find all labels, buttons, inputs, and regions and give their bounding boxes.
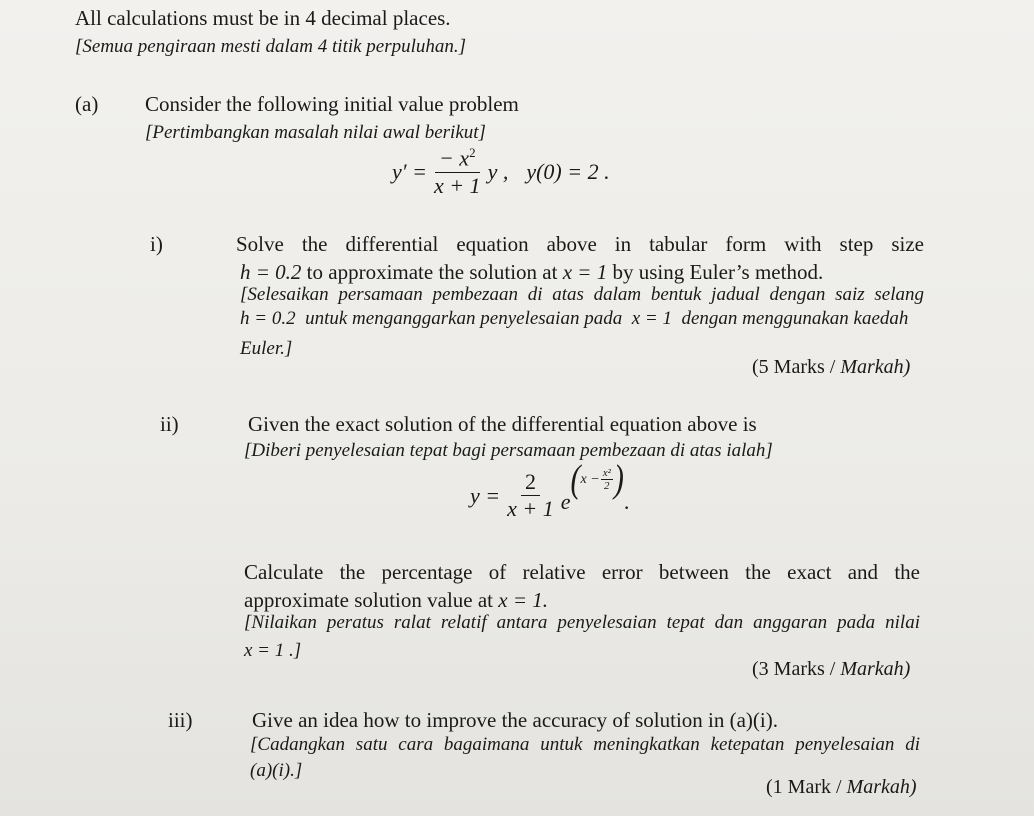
instruction-text-ms: [Semua pengiraan mesti dalam 4 titik perpuluhan.] — [75, 36, 467, 57]
sol-lhs: y = — [470, 482, 501, 508]
q2-line3-x: x = 1. — [498, 588, 549, 612]
exact-solution-equation — [470, 457, 630, 522]
sol-exponent: ( x − $\frac{\text{x²}}{2}$ ) — [570, 457, 624, 501]
q3-line1: Give an idea how to improve the accuracy of solution in (a)(i). — [252, 708, 778, 732]
q1-ms-line1: [Selesaikan persamaan pembezaan di atas dalam bentuk jadual dengan saiz selang — [240, 284, 924, 305]
sol-exp-x: x − — [580, 471, 600, 487]
q2-line2: Calculate the percentage of relative error between the exact and the — [244, 560, 920, 584]
part-a-title-ms: [Pertimbangkan masalah nilai awal berikut] — [145, 122, 486, 143]
q1-target-x: x = 1 — [562, 260, 608, 284]
part-a-title: Consider the following initial value problem — [145, 92, 519, 116]
q1-marks-en: (5 Marks / — [752, 356, 841, 378]
part-a-label: (a) — [75, 92, 99, 116]
q2-ms-line2: [Nilaikan peratus ralat relatif antara penyelesaian tepat dan anggaran pada nilai — [244, 612, 920, 633]
instruction-text: All calculations must be in 4 decimal places. — [75, 6, 451, 30]
q2-ms-line1: [Diberi penyelesaian tepat bagi persamaan pembezaan di atas ialah] — [244, 440, 773, 461]
sol-base: e — [560, 488, 571, 514]
q1-ms-step: h = 0.2 — [240, 308, 296, 329]
q3-marks-ms: Markah) — [846, 776, 917, 798]
q2-line3 — [244, 588, 548, 613]
q3-label: iii) — [168, 708, 193, 732]
sol-fraction — [503, 470, 558, 521]
q2-label: ii) — [160, 412, 179, 436]
q1-label: i) — [150, 232, 163, 256]
q1-ms-method: dengan menggunakan kaedah — [681, 308, 909, 329]
q2-line3-text: approximate solution value at — [244, 588, 494, 612]
q1-ms-x: x = 1 — [631, 308, 672, 329]
ivp-numerator: − x — [438, 145, 470, 171]
q2-marks-ms: Markah) — [840, 658, 911, 680]
q2-marks-en: (3 Marks / — [752, 658, 841, 680]
q1-line1: Solve the differential equation above in tabular form with step size — [236, 232, 924, 256]
q1-line2-method: by using Euler’s method. — [612, 260, 824, 284]
q3-ms-line2: (a)(i).] — [250, 760, 303, 781]
ivp-numerator-exponent: 2 — [469, 145, 476, 160]
q2-marks — [752, 658, 910, 681]
q2-line1: Given the exact solution of the differential equation above is — [248, 412, 757, 436]
q2-ms-line3: x = 1 .] — [244, 640, 302, 661]
sol-period: . — [623, 488, 630, 514]
q1-line2 — [240, 260, 823, 285]
sol-exp-den: 2 — [604, 480, 610, 493]
ivp-denominator: x + 1 — [433, 172, 481, 198]
ivp-fraction — [430, 146, 485, 198]
ivp-lhs: y′ = — [392, 158, 427, 184]
sol-numerator: 2 — [521, 470, 540, 496]
ivp-initial-condition: y(0) = 2 . — [526, 158, 610, 184]
sol-exp-num: x² — [602, 467, 611, 480]
q1-line2-text: to approximate the solution at — [306, 260, 558, 284]
q1-ms-line3: Euler.] — [240, 338, 293, 359]
q3-marks-en: (1 Mark / — [766, 776, 847, 798]
q1-marks-ms: Markah) — [840, 356, 911, 378]
sol-denominator: x + 1 — [507, 496, 554, 522]
q1-ms-line2 — [240, 308, 908, 330]
ivp-after: y , — [487, 158, 509, 184]
q1-step-size: h = 0.2 — [240, 260, 302, 284]
q1-ms-text: untuk menganggarkan penyelesaian pada — [305, 308, 623, 329]
q3-ms-line1: [Cadangkan satu cara bagaimana untuk meningkatkan ketepatan penyelesaian di — [250, 734, 920, 755]
q3-marks — [766, 776, 917, 799]
ivp-equation — [392, 146, 610, 198]
q1-marks — [752, 356, 910, 379]
